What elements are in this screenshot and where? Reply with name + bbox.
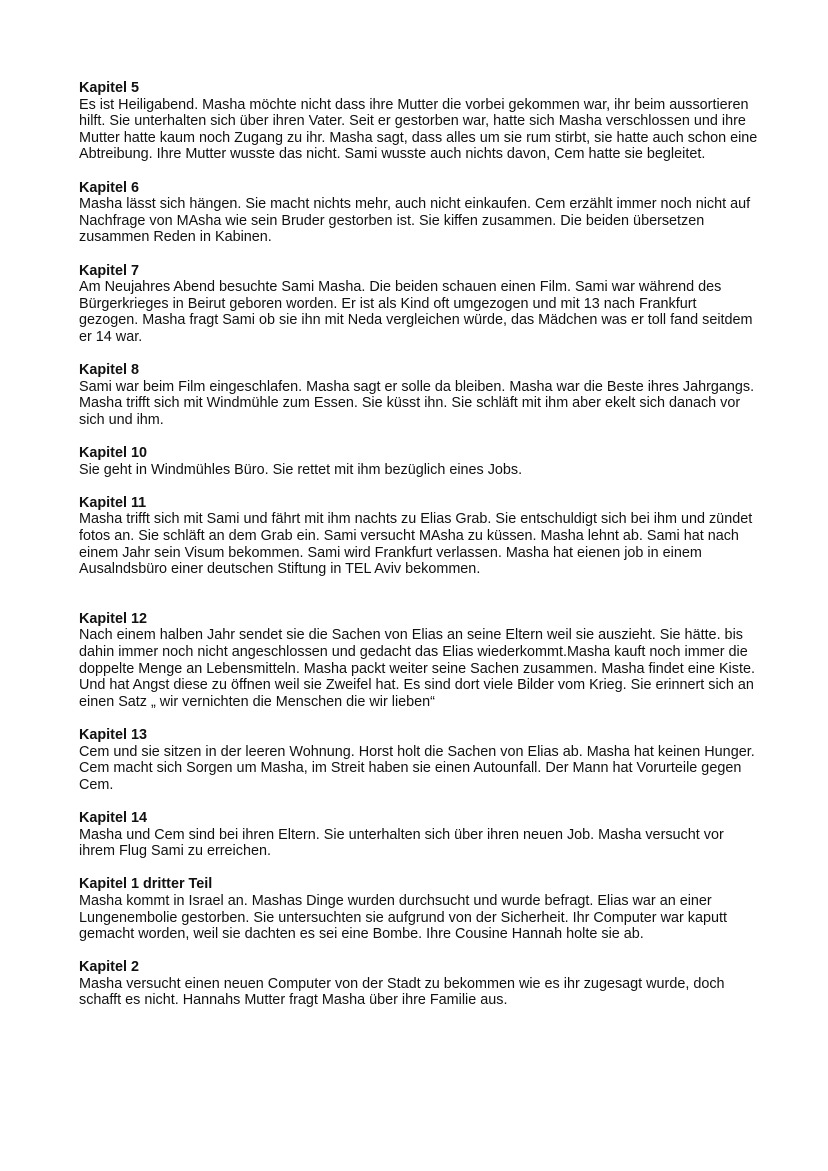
section-heading: Kapitel 8 bbox=[79, 362, 139, 379]
section-body: Masha trifft sich mit Sami und fährt mit ihm nachts zu Elias Grab. Sie entschuldigt sich bei ihm und zündet fotos an. Sie schläft an dem Grab ein. Sami versucht MAsha zu küssen. Masha lehnt ab. Sami hat nach einem Jahr sein Visum bekommen. Sami wird Frankfurt verlassen. Masha hat eienen job in einem Ausalndsbüro einer deutschen Stiftung in TEL Aviv bekommen. bbox=[79, 511, 753, 578]
section-body: Masha versucht einen neuen Computer von der Stadt zu bekommen wie es ihr zugesagt wurde, doch schafft es nicht. Hannahs Mutter fragt Masha über ihre Familie aus. bbox=[79, 975, 725, 1009]
section-heading: Kapitel 10 bbox=[79, 445, 147, 462]
section-kapitel-7 bbox=[79, 263, 759, 346]
section-heading: Kapitel 14 bbox=[79, 809, 147, 826]
document-page bbox=[79, 80, 759, 1026]
section-kapitel-2 bbox=[79, 959, 759, 1009]
section-kapitel-1-dritter-teil bbox=[79, 876, 759, 942]
section-body: Cem und sie sitzen in der leeren Wohnung. Horst holt die Sachen von Elias ab. Masha hat keinen Hunger. Cem macht sich Sorgen um Masha, im Streit haben sie einen Autounfall. Der Mann hat Vorurteile gegen Cem. bbox=[79, 743, 755, 793]
section-body: Es ist Heiligabend. Masha möchte nicht dass ihre Mutter die vorbei gekommen war, ihr beim aussortieren hilft. Sie unterhalten sich über ihren Vater. Seit er gestorben war, hatte sich Masha verschlossen und ihre Mutter hatte kaum noch Zugang zu ihr. Masha sagt, dass alles um sie rum stirbt, sie hatte auch schon eine Abtreibung. Ihre Mutter wusste das nicht. Sami wusste auch nichts davon, Cem hatte sie begleitet. bbox=[79, 96, 758, 163]
section-heading: Kapitel 1 dritter Teil bbox=[79, 876, 213, 893]
section-heading: Kapitel 7 bbox=[79, 262, 139, 279]
section-body: Masha lässt sich hängen. Sie macht nichts mehr, auch nicht einkaufen. Cem erzählt immer noch nicht auf Nachfrage von MAsha wie sein Bruder gestorben ist. Sie kiffen zusammen. Die beiden übersetzen zusammen Reden in Kabinen. bbox=[79, 196, 751, 246]
section-kapitel-14 bbox=[79, 810, 759, 860]
section-heading: Kapitel 6 bbox=[79, 179, 139, 196]
section-heading: Kapitel 5 bbox=[79, 80, 139, 96]
section-kapitel-6 bbox=[79, 180, 759, 246]
section-heading: Kapitel 11 bbox=[79, 494, 147, 511]
section-heading: Kapitel 2 bbox=[79, 959, 139, 976]
section-kapitel-12 bbox=[79, 611, 759, 711]
section-heading: Kapitel 13 bbox=[79, 726, 147, 743]
section-body: Sie geht in Windmühles Büro. Sie rettet mit ihm bezüglich eines Jobs. bbox=[79, 461, 523, 478]
section-kapitel-8 bbox=[79, 362, 759, 428]
section-body: Am Neujahres Abend besuchte Sami Masha. Die beiden schauen einen Film. Sami war während des Bürgerkrieges in Beirut geboren worden. Er ist als Kind oft umgezogen und mit 13 nach Frankfurt gezogen. Masha fragt Sami ob sie ihn mit Neda vergleichen würde, das Mädchen was er toll fand seitdem er 14 war. bbox=[79, 279, 753, 345]
section-body: Sami war beim Film eingeschlafen. Masha sagt er solle da bleiben. Masha war die Beste ihres Jahrgangs. Masha trifft sich mit Windmühle zum Essen. Sie küsst ihn. Sie schläft mit ihm aber ekelt sich danach vor sich und ihm. bbox=[79, 378, 755, 428]
section-kapitel-13 bbox=[79, 727, 759, 793]
section-heading: Kapitel 12 bbox=[79, 610, 147, 627]
section-kapitel-10 bbox=[79, 445, 759, 478]
section-kapitel-5 bbox=[79, 80, 759, 163]
section-body: Nach einem halben Jahr sendet sie die Sachen von Elias an seine Eltern weil sie auszieht. Sie hätte. bis dahin immer noch nicht angeschlossen und gedacht das Elias wiederkommt.Masha kauft noch immer die doppelte Menge an Lebensmitteln. Masha packt weiter seine Sachen zusammen. Masha findet eine Kiste. Und hat Angst diese zu öffnen weil sie Zweifel hat. Es sind dort viele Bilder vom Krieg. Sie erinnert sich an einen Satz „ wir vernichten die Menschen die wir lieben“ bbox=[79, 627, 755, 710]
section-kapitel-11 bbox=[79, 495, 759, 578]
section-body: Masha und Cem sind bei ihren Eltern. Sie unterhalten sich über ihren neuen Job. Masha versucht vor ihrem Flug Sami zu erreichen. bbox=[79, 826, 724, 860]
section-body: Masha kommt in Israel an. Mashas Dinge wurden durchsucht und wurde befragt. Elias war an einer Lungenembolie gestorben. Sie untersuchten sie aufgrund von der Sicherheit. Ihr Computer war kaputt gemacht worden, weil sie dachten es sei eine Bombe. Ihre Cousine Hannah holte sie ab. bbox=[79, 892, 727, 943]
